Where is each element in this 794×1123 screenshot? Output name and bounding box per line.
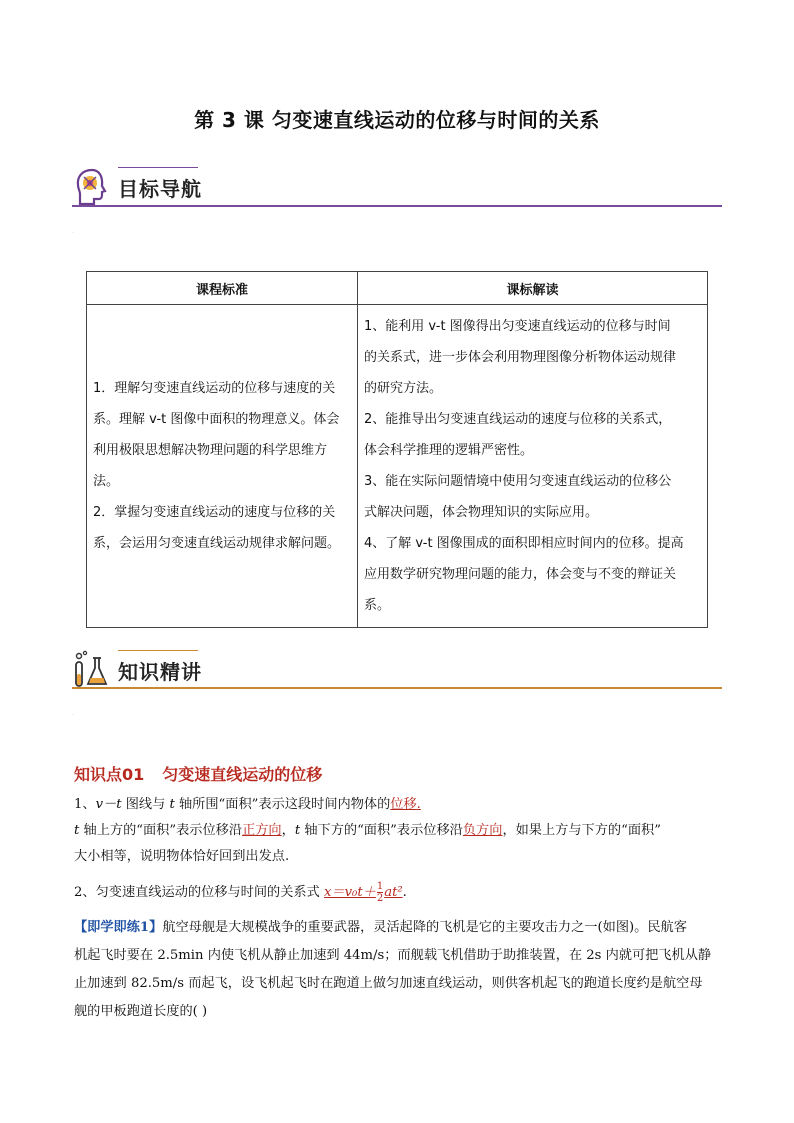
paragraph-2 [74, 818, 734, 844]
table-row [87, 305, 708, 628]
text-run: 轴下方的“面积”表示位移沿 [300, 823, 463, 838]
answer-blank: 位移 [390, 797, 417, 812]
standard-line: 2．掌握匀变速直线运动的速度与位移的关 [93, 505, 336, 520]
text-run: 轴所围“面积”表示这段时间内物体的 [174, 797, 391, 812]
fraction-denominator: 2 [376, 893, 384, 904]
text-run: 2、匀变速直线运动的位移与时间的关系式 [74, 885, 324, 900]
standard-line: 系，会运用匀变速直线运动规律求解问题。 [93, 536, 341, 551]
interpretation-line: 的研究方法。 [364, 381, 443, 396]
section-divider-goals [72, 205, 722, 207]
brain-head-icon [72, 167, 112, 207]
interpretation-line: 的关系式，进一步体会利用物理图像分析物体运动规律 [364, 350, 677, 365]
text-run: 1、 [74, 797, 96, 812]
standard-line: 系。理解 v-t 图像中面积的物理意义。体会 [93, 412, 340, 427]
practice-line: 舰的甲板跑道长度的( ) [74, 1004, 208, 1019]
text-run: t [74, 823, 80, 838]
interpretation-line: 体会科学推理的逻辑严密性。 [364, 443, 534, 458]
practice-label: 【即学即练1】 [74, 920, 163, 935]
header-accent-line [118, 167, 198, 168]
table-header-interpretation: 课标解读 [358, 272, 708, 305]
section-divider-knowledge [72, 687, 722, 689]
answer-blank: 负方向 [462, 823, 503, 838]
interpretation-line: 式解决问题，体会物理知识的实际应用。 [364, 505, 599, 520]
paragraph-4 [74, 880, 734, 906]
paragraph-3: 大小相等，说明物体恰好回到出发点. [74, 849, 290, 864]
practice-text: 航空母舰是大规模战争的重要武器，灵活起降的飞机是它的主要攻击力之一(如图)。民航客 [162, 920, 687, 935]
knowledge-point-title [74, 762, 322, 785]
interpretation-line: 1、能利用 v-t 图像得出匀变速直线运动的位移与时间 [364, 319, 671, 334]
practice-line: 机起飞时要在 2.5min 内使飞机从静止加速到 44m/s；而舰载飞机借助于助推装置，在 2s 内就可把飞机从静 [74, 948, 712, 963]
standard-line: 法。 [93, 474, 120, 489]
course-standards-table [86, 271, 708, 628]
table-header-standard: 课程标准 [87, 272, 358, 305]
interpretation-line: 系。 [364, 598, 391, 613]
text-run: 图线与 [121, 797, 170, 812]
paragraph-1 [74, 792, 734, 818]
knowledge-point-name: 匀变速直线运动的位移 [162, 765, 323, 784]
fraction-numerator: 1 [376, 881, 384, 892]
practice-line [74, 914, 734, 942]
lab-flask-icon [72, 650, 112, 690]
text-run: ，如果上方与下方的“面积” [502, 823, 661, 838]
text-run: 轴上方的“面积”表示位移沿 [79, 823, 243, 838]
standard-line: 利用极限思想解决物理问题的科学思维方 [93, 443, 328, 458]
page-title: 第 3 课 匀变速直线运动的位移与时间的关系 [194, 108, 600, 132]
formula-part: at² [384, 885, 403, 900]
text-run: . [416, 797, 421, 812]
fraction [377, 881, 383, 904]
standard-cell [87, 305, 358, 628]
text-run: t [169, 797, 175, 812]
interpretation-line: 应用数学研究物理问题的能力，体会变与不变的辩证关 [364, 567, 677, 582]
section-title-knowledge: 知识精讲 [118, 660, 202, 684]
practice-problem [74, 914, 734, 1026]
practice-line: 止加速到 82.5m/s 而起飞，设飞机起飞时在跑道上做匀加速直线运动，则供客机起飞的跑道长度约是航空母 [74, 976, 703, 991]
interpretation-line: 3、能在实际问题情境中使用匀变速直线运动的位移公 [364, 474, 672, 489]
table-header-row [87, 272, 708, 305]
text-run: ， [281, 823, 295, 838]
answer-blank: 正方向 [242, 823, 282, 838]
header-accent-line [118, 650, 198, 651]
formula-part: x＝v₀t＋ [323, 885, 376, 900]
text-run: t [294, 823, 301, 838]
section-title-goals: 目标导航 [118, 177, 202, 201]
displacement-formula [323, 881, 403, 904]
interpretation-cell [358, 305, 708, 628]
interpretation-line: 4、了解 v-t 图像围成的面积即相应时间内的位移。提高 [364, 536, 684, 551]
text-run: . [402, 885, 407, 900]
standard-line: 1．理解匀变速直线运动的位移与速度的关 [93, 381, 336, 396]
knowledge-point-number: 知识点01 [74, 765, 145, 784]
dot-mark: · [72, 712, 74, 719]
interpretation-line: 2、能推导出匀变速直线运动的速度与位移的关系式， [364, 412, 672, 427]
dot-mark: · [72, 230, 74, 237]
text-run: v－t [95, 797, 122, 812]
